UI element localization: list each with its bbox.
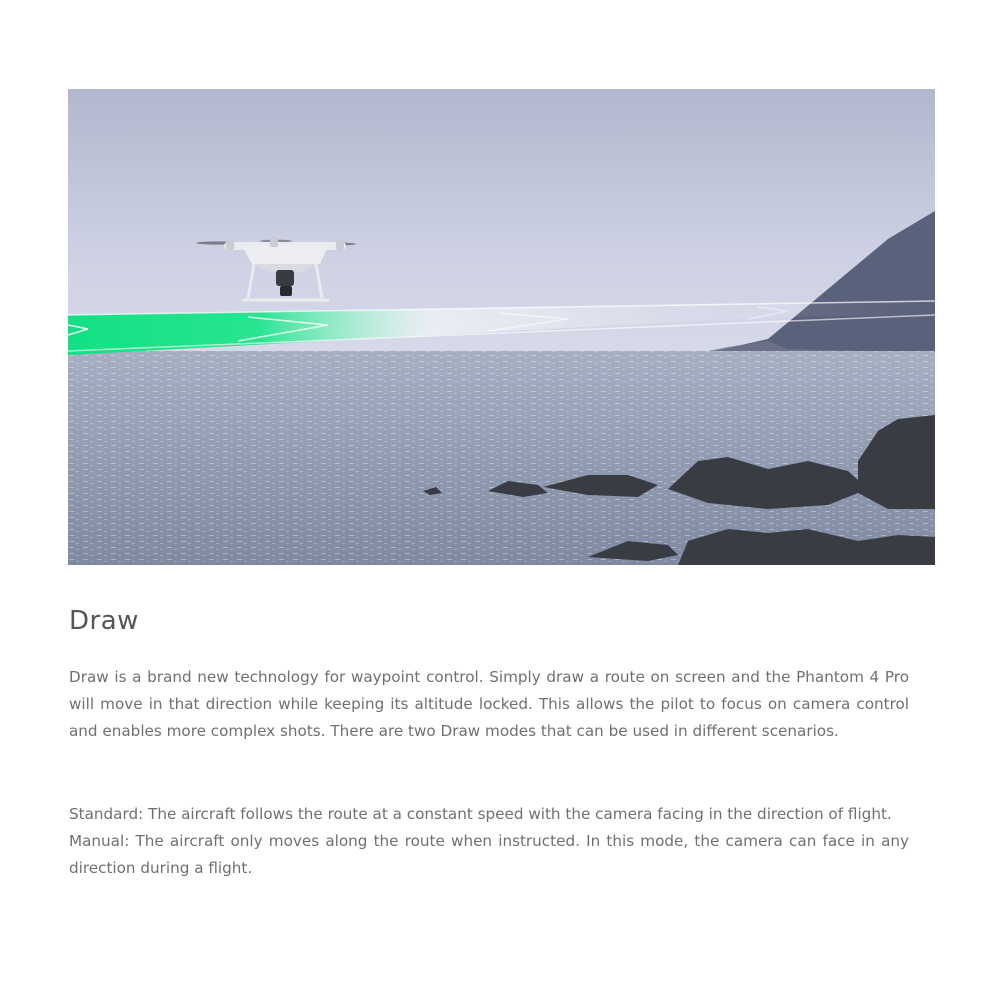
section-title: Draw (69, 606, 139, 636)
manual-mode-text: Manual: The aircraft only moves along the route when instructed. In this mode, the camera can face in any direction during a flight. (69, 832, 909, 877)
hero-image (68, 89, 935, 565)
standard-mode-text: Standard: The aircraft follows the route at a constant speed with the camera facing in the direction of flight. (69, 805, 892, 823)
draw-modes-paragraph (69, 801, 909, 882)
description-paragraph: Draw is a brand new technology for waypoint control. Simply draw a route on screen and the Phantom 4 Pro will move in that direction while keeping its altitude locked. This allows the pilot to focus on camera control and enables more complex shots. There are two Draw modes that can be used in different scenarios. (69, 668, 909, 740)
hero-illustration (68, 89, 935, 565)
